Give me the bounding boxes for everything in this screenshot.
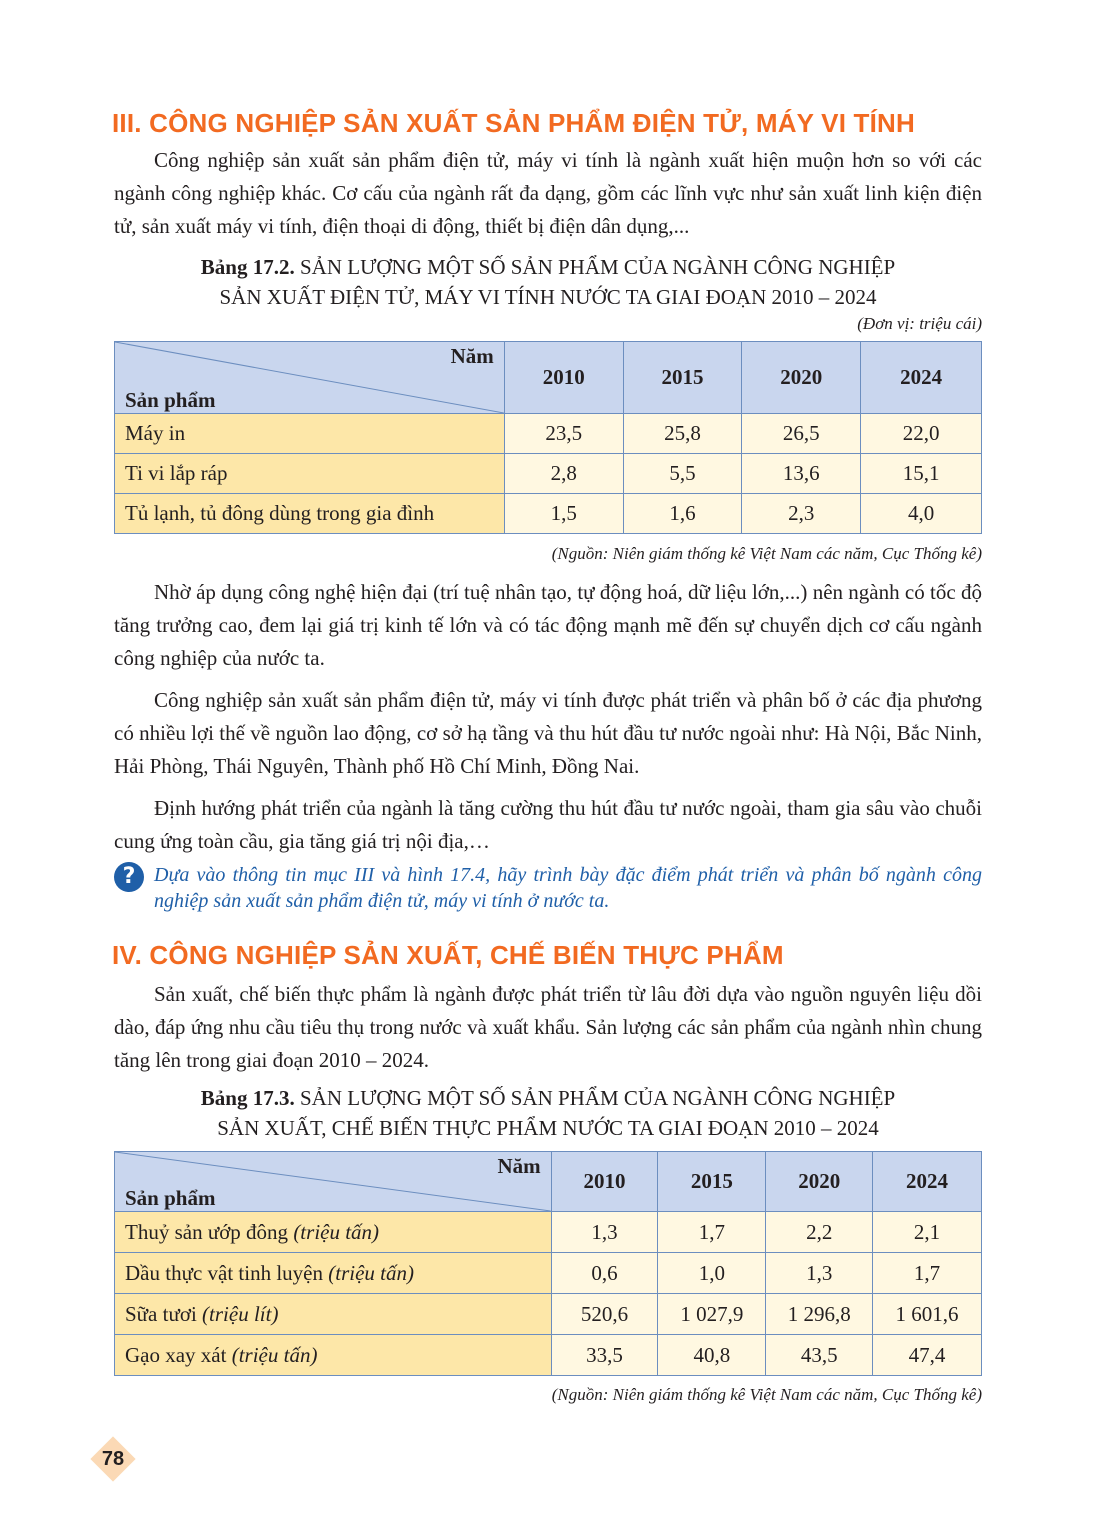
question-icon: ? <box>114 862 144 892</box>
question-text: Dựa vào thông tin mục III và hình 17.4, hãy trình bày đặc điểm phát triển và phân bố ngành công nghiệp sản xuất sản phẩm điện tử, máy vi tính ở nước ta. <box>154 864 982 912</box>
table-cell: 33,5 <box>551 1335 658 1376</box>
table-cell: 1,5 <box>504 494 623 534</box>
table-17-3 <box>114 1151 982 1376</box>
table-cell: 23,5 <box>504 414 623 454</box>
year-header: 2020 <box>742 342 861 414</box>
section-3-intro: Công nghiệp sản xuất sản phẩm điện tử, máy vi tính là ngành xuất hiện muộn hơn so với các ngành công nghiệp khác. Cơ cấu của ngành rất đa dạng, gồm các lĩnh vực như sản xuất linh kiện điện tử, sản xuất máy vi tính, điện thoại di động, thiết bị điện dân dụng,... <box>114 148 982 238</box>
row-label: Gạo xay xát (triệu tấn) <box>115 1335 552 1376</box>
section-heading-3: III. CÔNG NGHIỆP SẢN XUẤT SẢN PHẨM ĐIỆN TỬ, MÁY VI TÍNH <box>112 108 916 138</box>
year-header: 2020 <box>766 1152 873 1212</box>
table-cell: 4,0 <box>861 494 982 534</box>
table-row <box>115 1335 982 1376</box>
row-label: Sữa tươi (triệu lít) <box>115 1294 552 1335</box>
table-cell: 47,4 <box>873 1335 982 1376</box>
year-header: 2015 <box>658 1152 766 1212</box>
table-cell: 26,5 <box>742 414 861 454</box>
table-cell: 1 601,6 <box>873 1294 982 1335</box>
section-4-intro: Sản xuất, chế biến thực phẩm là ngành được phát triển từ lâu đời dựa vào nguồn nguyên liệu dồi dào, đáp ứng nhu cầu tiêu thụ trong nước và xuất khẩu. Sản lượng các sản phẩm của ngành nhìn chung tăng lên trong giai đoạn 2010 – 2024. <box>114 982 982 1072</box>
corner-product-label: Sản phẩm <box>125 1186 216 1210</box>
year-header: 2010 <box>551 1152 658 1212</box>
year-header: 2015 <box>623 342 742 414</box>
table-cell: 2,8 <box>504 454 623 494</box>
corner-year-label: Năm <box>450 344 494 368</box>
page-number-text: 78 <box>101 1448 125 1470</box>
table-17-2-source: (Nguồn: Niên giám thống kê Việt Nam các năm, Cục Thống kê) <box>551 544 982 563</box>
table-17-2-unit: (Đơn vị: triệu cái) <box>857 314 982 333</box>
table-17-3-caption: Bảng 17.3. SẢN LƯỢNG MỘT SỐ SẢN PHẨM CỦA NGÀNH CÔNG NGHIỆP SẢN XUẤT, CHẾ BIẾN THỰC PHẨM NƯỚC TA GIAI ĐOẠN 2010 – 2024 <box>200 1086 896 1140</box>
table-17-2 <box>114 341 982 534</box>
table-cell: 1 027,9 <box>658 1294 766 1335</box>
row-label: Tủ lạnh, tủ đông dùng trong gia đình <box>115 494 505 534</box>
table-17-2-label: Bảng 17.2. <box>200 255 295 279</box>
row-label: Thuỷ sản ướp đông (triệu tấn) <box>115 1212 552 1253</box>
table-cell: 5,5 <box>623 454 742 494</box>
year-header: 2024 <box>861 342 982 414</box>
table-row <box>115 454 982 494</box>
row-unit: (triệu tấn) <box>293 1219 380 1244</box>
table-header-row <box>115 1152 982 1212</box>
row-unit: (triệu tấn) <box>231 1342 318 1367</box>
table-corner-cell <box>115 342 505 414</box>
question-box <box>114 862 984 918</box>
year-header: 2010 <box>504 342 623 414</box>
table-cell: 25,8 <box>623 414 742 454</box>
table-cell: 0,6 <box>551 1253 658 1294</box>
page-number <box>93 1439 133 1479</box>
table-corner-cell <box>115 1152 552 1212</box>
section-heading-4: IV. CÔNG NGHIỆP SẢN XUẤT, CHẾ BIẾN THỰC PHẨM <box>112 940 784 970</box>
table-row <box>115 1212 982 1253</box>
table-cell: 1,6 <box>623 494 742 534</box>
table-17-3-label: Bảng 17.3. <box>200 1086 295 1110</box>
table-cell: 1,0 <box>658 1253 766 1294</box>
table-cell: 1,3 <box>551 1212 658 1253</box>
table-17-2-caption: Bảng 17.2. SẢN LƯỢNG MỘT SỐ SẢN PHẨM CỦA NGÀNH CÔNG NGHIỆP SẢN XUẤT ĐIỆN TỬ, MÁY VI TÍNH NƯỚC TA GIAI ĐOẠN 2010 – 2024 <box>200 255 896 309</box>
table-row <box>115 1294 982 1335</box>
table-cell: 2,2 <box>766 1212 873 1253</box>
table-row <box>115 494 982 534</box>
table-cell: 22,0 <box>861 414 982 454</box>
table-cell: 13,6 <box>742 454 861 494</box>
table-row <box>115 1253 982 1294</box>
table-cell: 520,6 <box>551 1294 658 1335</box>
section-3-para-1: Nhờ áp dụng công nghệ hiện đại (trí tuệ nhân tạo, tự động hoá, dữ liệu lớn,...) nên ngành có tốc độ tăng trưởng cao, đem lại giá trị kinh tế lớn và có tác động mạnh mẽ đến sự chuyển dịch cơ cấu ngành công nghiệp của nước ta. <box>114 580 982 670</box>
corner-product-label: Sản phẩm <box>125 388 216 412</box>
table-header-row <box>115 342 982 414</box>
section-3-para-3: Định hướng phát triển của ngành là tăng cường thu hút đầu tư nước ngoài, tham gia sâu vào chuỗi cung ứng toàn cầu, gia tăng giá trị nội địa,… <box>114 796 982 853</box>
table-row <box>115 414 982 454</box>
table-17-3-source: (Nguồn: Niên giám thống kê Việt Nam các năm, Cục Thống kê) <box>551 1385 982 1404</box>
table-cell: 1,3 <box>766 1253 873 1294</box>
row-label: Dầu thực vật tinh luyện (triệu tấn) <box>115 1253 552 1294</box>
table-cell: 1,7 <box>873 1253 982 1294</box>
table-cell: 43,5 <box>766 1335 873 1376</box>
table-cell: 40,8 <box>658 1335 766 1376</box>
row-label: Ti vi lắp ráp <box>115 454 505 494</box>
corner-year-label: Năm <box>497 1154 541 1178</box>
table-cell: 15,1 <box>861 454 982 494</box>
section-3-para-2: Công nghiệp sản xuất sản phẩm điện tử, máy vi tính được phát triển và phân bố ở các địa phương có nhiều lợi thế về nguồn lao động, cơ sở hạ tầng và thu hút đầu tư nước ngoài như: Hà Nội, Bắc Ninh, Hải Phòng, Thái Nguyên, Thành phố Hồ Chí Minh, Đồng Nai. <box>114 688 982 778</box>
row-unit: (triệu tấn) <box>328 1260 414 1285</box>
table-cell: 2,1 <box>873 1212 982 1253</box>
year-header: 2024 <box>873 1152 982 1212</box>
row-unit: (triệu lít) <box>202 1301 279 1326</box>
table-cell: 1 296,8 <box>766 1294 873 1335</box>
table-cell: 2,3 <box>742 494 861 534</box>
row-label: Máy in <box>115 414 505 454</box>
table-cell: 1,7 <box>658 1212 766 1253</box>
